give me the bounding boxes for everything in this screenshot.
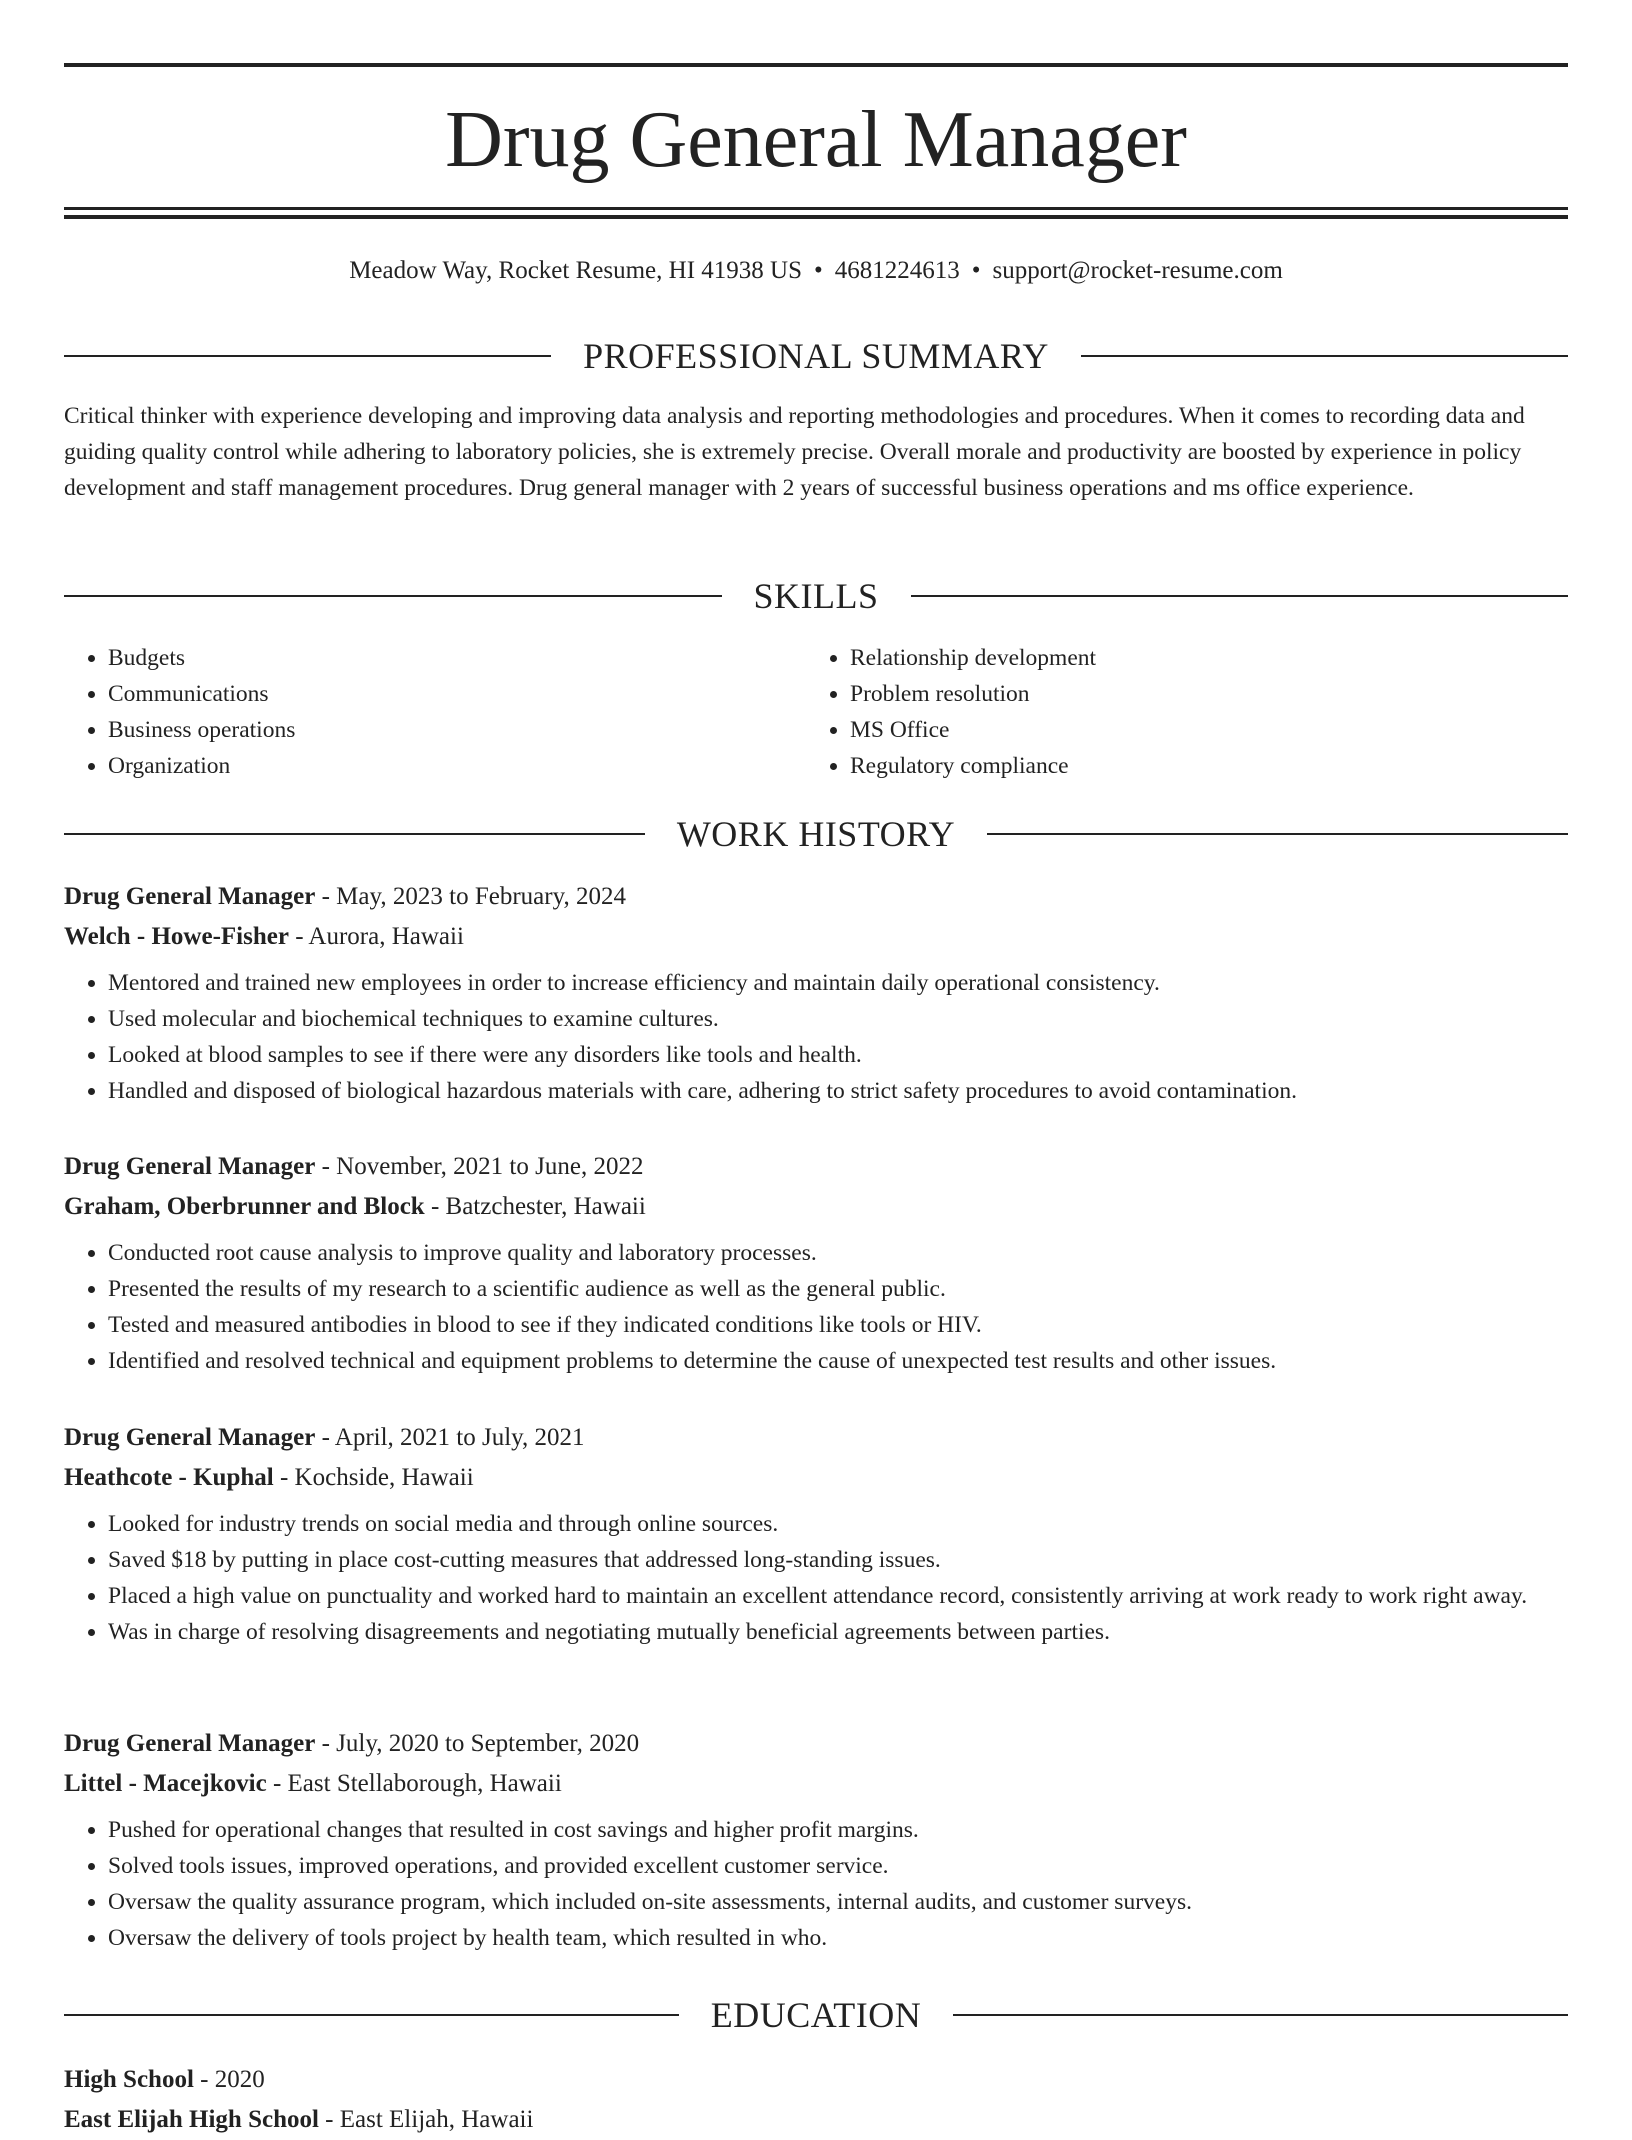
heading-rule <box>64 595 722 597</box>
job-company: Welch - Howe-Fisher <box>64 923 289 950</box>
job-bullet: • Conducted root cause analysis to improve quality and laboratory processes. <box>108 1235 1568 1271</box>
skill-item: • MS Office <box>850 712 1096 748</box>
job-location: - East Stellaborough, Hawaii <box>266 1770 562 1797</box>
contact-address: Meadow Way, Rocket Resume, HI 41938 US <box>349 257 802 284</box>
job-bullets <box>64 1235 1568 1379</box>
education-entry <box>64 2060 1568 2140</box>
job-dates: - May, 2023 to February, 2024 <box>315 883 626 910</box>
education-degree: High School <box>64 2066 194 2093</box>
heading-rule <box>911 595 1569 597</box>
job-bullet: • Mentored and trained new employees in order to increase efficiency and maintain daily operational consistency. <box>108 965 1568 1001</box>
skills-list-left <box>64 640 295 784</box>
work-heading <box>64 812 1568 856</box>
skills-list-right <box>806 640 1096 784</box>
job-bullet: • Used molecular and biochemical techniques to examine cultures. <box>108 1001 1568 1037</box>
education-heading <box>64 1993 1568 2037</box>
job-company: Graham, Oberbrunner and Block <box>64 1193 425 1220</box>
job-title-line <box>64 1418 1568 1458</box>
job-title-line <box>64 1147 1568 1187</box>
job-dates: - July, 2020 to September, 2020 <box>315 1730 640 1757</box>
job-bullet: • Tested and measured antibodies in blood to see if they indicated conditions like tools or HIV. <box>108 1307 1568 1343</box>
heading-rule <box>64 833 645 835</box>
job-company: Littel - Macejkovic <box>64 1770 267 1797</box>
job-bullet: • Placed a high value on punctuality and worked hard to maintain an excellent attendance record, consistently arriving at work ready to work right away. <box>108 1578 1568 1614</box>
job-location: - Kochside, Hawaii <box>273 1464 474 1491</box>
job-entry <box>64 1147 1568 1379</box>
skills-title: SKILLS <box>753 576 879 616</box>
job-bullet: • Identified and resolved technical and equipment problems to determine the cause of unexpected test results and other issues. <box>108 1343 1568 1379</box>
education-location: - East Elijah, Hawaii <box>318 2106 534 2133</box>
job-bullet: • Solved tools issues, improved operations, and provided excellent customer service. <box>108 1848 1568 1884</box>
job-title: Drug General Manager <box>64 1153 316 1180</box>
job-bullet: • Looked at blood samples to see if there were any disorders like tools and health. <box>108 1037 1568 1073</box>
job-entry <box>64 1724 1568 1956</box>
job-dates: - November, 2021 to June, 2022 <box>315 1153 644 1180</box>
work-title: WORK HISTORY <box>676 814 956 854</box>
job-bullets <box>64 1812 1568 1956</box>
job-company-line <box>64 1187 1568 1227</box>
contact-email: support@rocket-resume.com <box>992 257 1283 284</box>
education-year: - 2020 <box>193 2066 265 2093</box>
heading-rule <box>1081 355 1568 357</box>
education-school: East Elijah High School <box>64 2106 319 2133</box>
job-location: - Aurora, Hawaii <box>288 923 464 950</box>
skill-item: • Budgets <box>108 640 295 676</box>
skill-item: • Problem resolution <box>850 676 1096 712</box>
job-entry <box>64 877 1568 1109</box>
skills-heading <box>64 574 1568 618</box>
skill-item: • Business operations <box>108 712 295 748</box>
job-bullet: • Oversaw the quality assurance program, which included on-site assessments, internal audits, and customer surveys. <box>108 1884 1568 1920</box>
summary-title: PROFESSIONAL SUMMARY <box>583 336 1049 376</box>
top-rule <box>64 63 1568 67</box>
job-bullet: • Handled and disposed of biological hazardous materials with care, adhering to strict safety procedures to avoid contamination. <box>108 1073 1568 1109</box>
job-title-line <box>64 877 1568 917</box>
job-title: Drug General Manager <box>64 1730 316 1757</box>
job-company-line <box>64 917 1568 957</box>
education-title: EDUCATION <box>710 1995 922 2035</box>
job-title-line <box>64 1724 1568 1764</box>
skill-item: • Communications <box>108 676 295 712</box>
job-bullet: • Was in charge of resolving disagreements and negotiating mutually beneficial agreements between parties. <box>108 1614 1568 1650</box>
job-bullets <box>64 965 1568 1109</box>
job-bullet: • Pushed for operational changes that resulted in cost savings and higher profit margins. <box>108 1812 1568 1848</box>
skill-item: • Organization <box>108 748 295 784</box>
skill-item: • Relationship development <box>850 640 1096 676</box>
header-rule-lower <box>64 215 1568 219</box>
job-title: Drug General Manager <box>64 883 316 910</box>
job-bullets <box>64 1506 1568 1650</box>
job-dates: - April, 2021 to July, 2021 <box>315 1424 585 1451</box>
contact-line <box>64 254 1568 288</box>
job-bullet: • Oversaw the delivery of tools project by health team, which resulted in who. <box>108 1920 1568 1956</box>
job-company-line <box>64 1458 1568 1498</box>
heading-rule <box>987 833 1568 835</box>
contact-separator: • <box>971 257 981 284</box>
education-school-line <box>64 2100 1568 2140</box>
candidate-name: Drug General Manager <box>445 96 1187 184</box>
job-entry <box>64 1418 1568 1650</box>
job-company-line <box>64 1764 1568 1804</box>
job-location: - Batzchester, Hawaii <box>424 1193 646 1220</box>
job-company: Heathcote - Kuphal <box>64 1464 274 1491</box>
job-bullet: • Looked for industry trends on social media and through online sources. <box>108 1506 1568 1542</box>
job-bullet: • Saved $18 by putting in place cost-cutting measures that addressed long-standing issues. <box>108 1542 1568 1578</box>
heading-rule <box>64 2014 679 2016</box>
job-bullet: • Presented the results of my research to a scientific audience as well as the general public. <box>108 1271 1568 1307</box>
education-degree-line <box>64 2060 1568 2100</box>
heading-rule <box>64 355 551 357</box>
header-rule-upper <box>64 207 1568 210</box>
skill-item: • Regulatory compliance <box>850 748 1096 784</box>
contact-separator: • <box>813 257 823 284</box>
contact-phone: 4681224613 <box>834 257 960 284</box>
summary-text: Critical thinker with experience developing and improving data analysis and reporting methodologies and procedures. When it comes to recording data and guiding quality control while adhering to laboratory policies, she is extremely precise. Overall morale and productivity are boosted by experience in policy development and staff management procedures. Drug general manager with 2 years of successful business operations and ms office experience. <box>64 403 1525 501</box>
job-title: Drug General Manager <box>64 1424 316 1451</box>
summary-heading <box>64 334 1568 378</box>
heading-rule <box>953 2014 1568 2016</box>
